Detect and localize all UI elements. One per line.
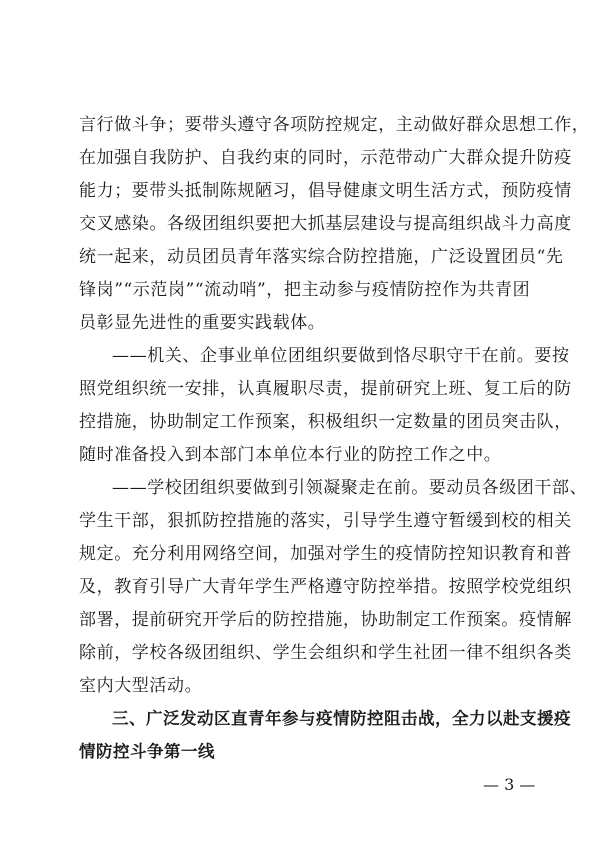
paragraph-1-line-2: 在加强自我防护、自我约束的同时，示范带动广大群众提升防疫 bbox=[79, 148, 572, 168]
paragraph-2-line-4: 随时准备投入到本部门本单位本行业的防控工作之中。 bbox=[79, 445, 502, 465]
section-heading-line-1: 三、广泛发动区直青年参与疫情防控阻击战，全力以赴支援疫 bbox=[112, 709, 571, 728]
paragraph-1-line-4: 交叉感染。各级团组织要把大抓基层建设与提高组织战斗力高度 bbox=[79, 214, 572, 234]
paragraph-1-line-3: 能力；要带头抵制陈规陋习，倡导健康文明生活方式，预防疫情 bbox=[79, 181, 572, 201]
paragraph-1-line-6: 锋岗”“示范岗”“流动哨”，把主动参与疫情防控作为共青团 bbox=[79, 280, 531, 300]
page-number: — 3 — bbox=[483, 775, 536, 794]
paragraph-2-line-3: 控措施，协助制定工作预案，积极组织一定数量的团员突击队， bbox=[79, 412, 572, 432]
paragraph-3-line-2: 学生干部，狠抓防控措施的落实，引导学生遵守暂缓到校的相关 bbox=[79, 511, 572, 531]
paragraph-3-line-3: 规定。充分利用网络空间，加强对学生的疫情防控知识教育和普 bbox=[79, 544, 572, 564]
paragraph-2-line-2: 照党组织统一安排，认真履职尽责，提前研究上班、复工后的防 bbox=[79, 379, 572, 399]
section-heading-line-2: 情防控斗争第一线 bbox=[79, 742, 215, 761]
paragraph-3-line-7: 室内大型活动。 bbox=[79, 676, 203, 696]
paragraph-2-line-1: ——机关、企事业单位团组织要做到恪尽职守干在前。要按 bbox=[112, 346, 570, 366]
paragraph-3-line-4: 及，教育引导广大青年学生严格遵守防控举措。按照学校党组织 bbox=[79, 577, 572, 597]
paragraph-3-line-5: 部署，提前研究开学后的防控措施，协助制定工作预案。疫情解 bbox=[79, 610, 572, 630]
paragraph-1-line-7: 员彰显先进性的重要实践载体。 bbox=[79, 313, 326, 333]
paragraph-1-line-1: 言行做斗争；要带头遵守各项防控规定，主动做好群众思想工作， bbox=[79, 115, 590, 135]
paragraph-3-line-1: ——学校团组织要做到引领凝聚走在前。要动员各级团干部、 bbox=[112, 478, 588, 498]
paragraph-1-line-5: 统一起来，动员团员青年落实综合防控措施，广泛设置团员“先 bbox=[79, 247, 564, 267]
paragraph-3-line-6: 除前，学校各级团组织、学生会组织和学生社团一律不组织各类 bbox=[79, 643, 572, 663]
